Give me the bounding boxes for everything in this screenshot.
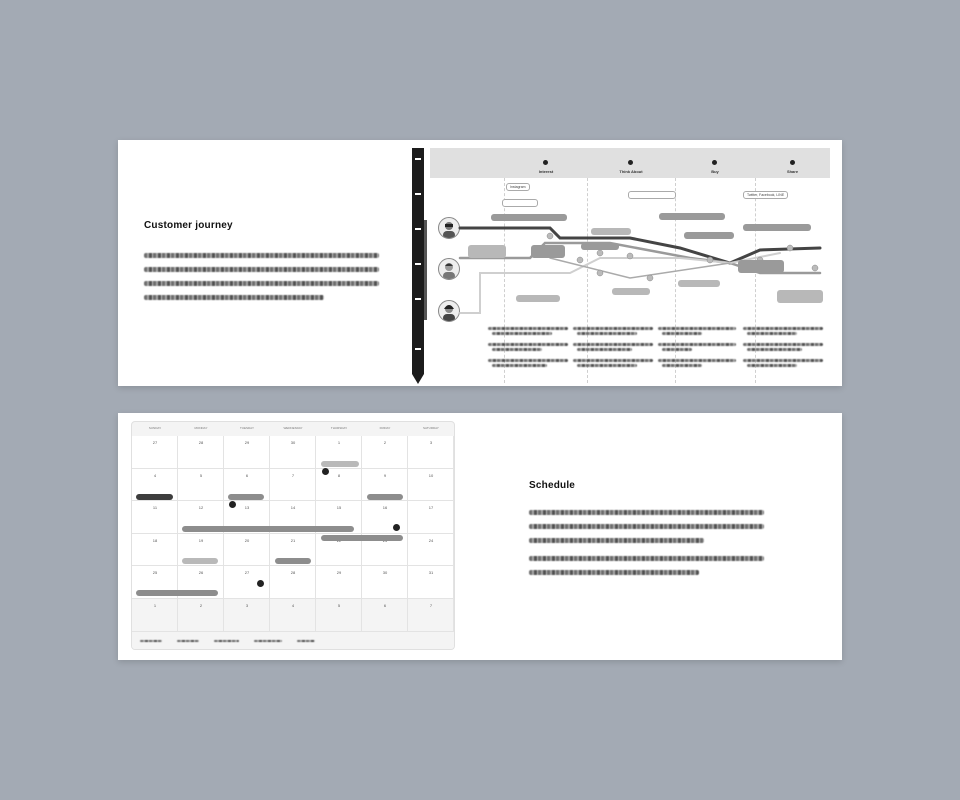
event-7[interactable]	[182, 558, 218, 564]
bubble-11	[743, 224, 811, 231]
calendar-day-cell[interactable]	[408, 566, 454, 599]
event-marker-1[interactable]	[322, 468, 329, 475]
calendar-day-number: 1	[337, 440, 341, 445]
calendar-day-number: 18	[152, 537, 158, 543]
calendar-day-number: 28	[290, 570, 296, 576]
stage-think-about: Think About	[587, 148, 675, 178]
calendar-day-cell[interactable]	[224, 599, 270, 632]
calendar-day-cell[interactable]	[132, 436, 178, 469]
event-marker-2[interactable]	[229, 501, 236, 508]
calendar-day-number: 13	[244, 505, 250, 511]
calendar-day-cell[interactable]	[362, 566, 408, 599]
weekday-label: WEDNESDAY	[283, 426, 303, 430]
calendar-day-cell[interactable]	[316, 566, 362, 599]
bubble-13	[777, 290, 823, 303]
calendar-day-cell[interactable]	[362, 599, 408, 632]
calendar-day-number: 7	[291, 472, 295, 478]
calendar-day-number: 24	[428, 537, 434, 543]
stage-buy: Buy	[675, 148, 755, 178]
event-marker-4[interactable]	[257, 580, 264, 587]
bubble-3	[531, 245, 565, 258]
calendar-day-cell[interactable]	[132, 534, 178, 567]
calendar-day-number: 27	[244, 570, 250, 576]
tag-instagram: Instagram	[506, 183, 530, 191]
calendar-day-number: 14	[290, 505, 296, 511]
calendar-day-cell[interactable]	[408, 501, 454, 534]
journey-phase-bar	[412, 148, 424, 384]
calendar-grid	[132, 436, 454, 632]
calendar-day-cell[interactable]	[178, 469, 224, 502]
bubble-7	[612, 288, 650, 295]
tag-social: Twitter, Facebook, LINE	[743, 191, 788, 199]
event-6[interactable]	[321, 535, 403, 541]
journey-title: Customer journey	[144, 220, 233, 231]
event-3[interactable]	[228, 494, 264, 500]
calendar-day-number: 30	[290, 440, 296, 445]
calendar-day-number: 11	[152, 505, 158, 511]
calendar-legend	[132, 632, 454, 649]
schedule-title: Schedule	[529, 480, 576, 491]
calendar-day-number: 6	[383, 603, 387, 608]
event-2[interactable]	[136, 494, 173, 500]
calendar-day-number: 8	[337, 472, 341, 478]
calendar-day-cell[interactable]	[362, 501, 408, 534]
calendar-day-number: 10	[428, 472, 434, 478]
calendar-day-number: 2	[383, 440, 387, 445]
calendar-day-number: 28	[198, 440, 204, 445]
calendar-day-number: 20	[244, 537, 250, 543]
bubble-5	[591, 228, 631, 235]
phase-indicator	[424, 220, 427, 320]
calendar-day-number: 19	[198, 537, 204, 543]
calendar-day-cell[interactable]	[224, 436, 270, 469]
calendar-day-number: 7	[429, 603, 433, 608]
event-8[interactable]	[275, 558, 311, 564]
calendar-day-cell[interactable]	[408, 599, 454, 632]
event-marker-3[interactable]	[393, 524, 400, 531]
calendar-day-cell[interactable]	[408, 534, 454, 567]
bubble-12	[738, 260, 784, 273]
calendar-day-cell[interactable]	[270, 599, 316, 632]
calendar-day-number: 27	[152, 440, 158, 445]
calendar-day-cell[interactable]	[178, 436, 224, 469]
journey-header-row	[430, 148, 830, 178]
calendar-day-cell[interactable]	[132, 501, 178, 534]
weekday-label: TUESDAY	[240, 426, 254, 430]
bubble-2	[468, 245, 506, 258]
weekday-label: SATURDAY	[423, 426, 439, 430]
calendar-day-number: 16	[382, 505, 388, 511]
calendar-day-number: 15	[336, 505, 342, 511]
calendar-day-number: 26	[198, 570, 204, 576]
calendar-day-number: 9	[383, 472, 387, 478]
calendar-day-number: 30	[382, 570, 388, 576]
calendar-day-number: 6	[245, 472, 249, 478]
calendar-day-cell[interactable]	[132, 599, 178, 632]
calendar-day-number: 31	[428, 570, 434, 576]
calendar-day-number: 5	[199, 472, 203, 478]
weekday-label: FRIDAY	[379, 426, 391, 430]
calendar-day-number: 29	[244, 440, 250, 445]
calendar-day-number: 1	[153, 603, 157, 608]
calendar-weekday-row	[132, 422, 454, 436]
calendar-day-cell[interactable]	[408, 436, 454, 469]
calendar-day-number: 4	[153, 472, 157, 478]
event-4[interactable]	[367, 494, 403, 500]
stage-interest: Interest	[505, 148, 587, 178]
calendar-day-number: 3	[245, 603, 249, 608]
event-5[interactable]	[182, 526, 354, 532]
calendar-day-cell[interactable]	[270, 436, 316, 469]
calendar	[131, 421, 455, 650]
event-9[interactable]	[136, 590, 218, 596]
calendar-day-number: 25	[152, 570, 158, 576]
weekday-label: THURSDAY	[330, 426, 348, 430]
weekday-label: MONDAY	[194, 426, 208, 430]
bubble-6	[516, 295, 560, 302]
calendar-day-number: 12	[198, 505, 204, 511]
calendar-day-number: 3	[429, 440, 433, 445]
bubble-8	[659, 213, 725, 220]
calendar-day-cell[interactable]	[316, 599, 362, 632]
bubble-4	[581, 243, 619, 250]
weekday-label: SUNDAY	[148, 426, 162, 430]
journey-paths	[430, 178, 830, 338]
calendar-day-number: 5	[337, 603, 341, 608]
calendar-day-cell[interactable]	[270, 566, 316, 599]
bubble-1	[491, 214, 567, 221]
calendar-day-number: 17	[428, 505, 434, 511]
stage-share: Share	[755, 148, 830, 178]
calendar-day-cell[interactable]	[362, 436, 408, 469]
bubble-9	[684, 232, 734, 239]
calendar-day-number: 4	[291, 603, 295, 608]
calendar-day-cell[interactable]	[270, 469, 316, 502]
calendar-day-number: 21	[290, 537, 296, 543]
schedule-slide[interactable]	[118, 413, 842, 660]
bubble-10	[678, 280, 720, 287]
event-1[interactable]	[321, 461, 359, 467]
calendar-day-cell[interactable]	[224, 534, 270, 567]
calendar-day-cell[interactable]	[408, 469, 454, 502]
customer-journey-slide[interactable]	[118, 140, 842, 386]
calendar-day-number: 29	[336, 570, 342, 576]
calendar-day-number: 2	[199, 603, 203, 608]
calendar-day-cell[interactable]	[178, 599, 224, 632]
